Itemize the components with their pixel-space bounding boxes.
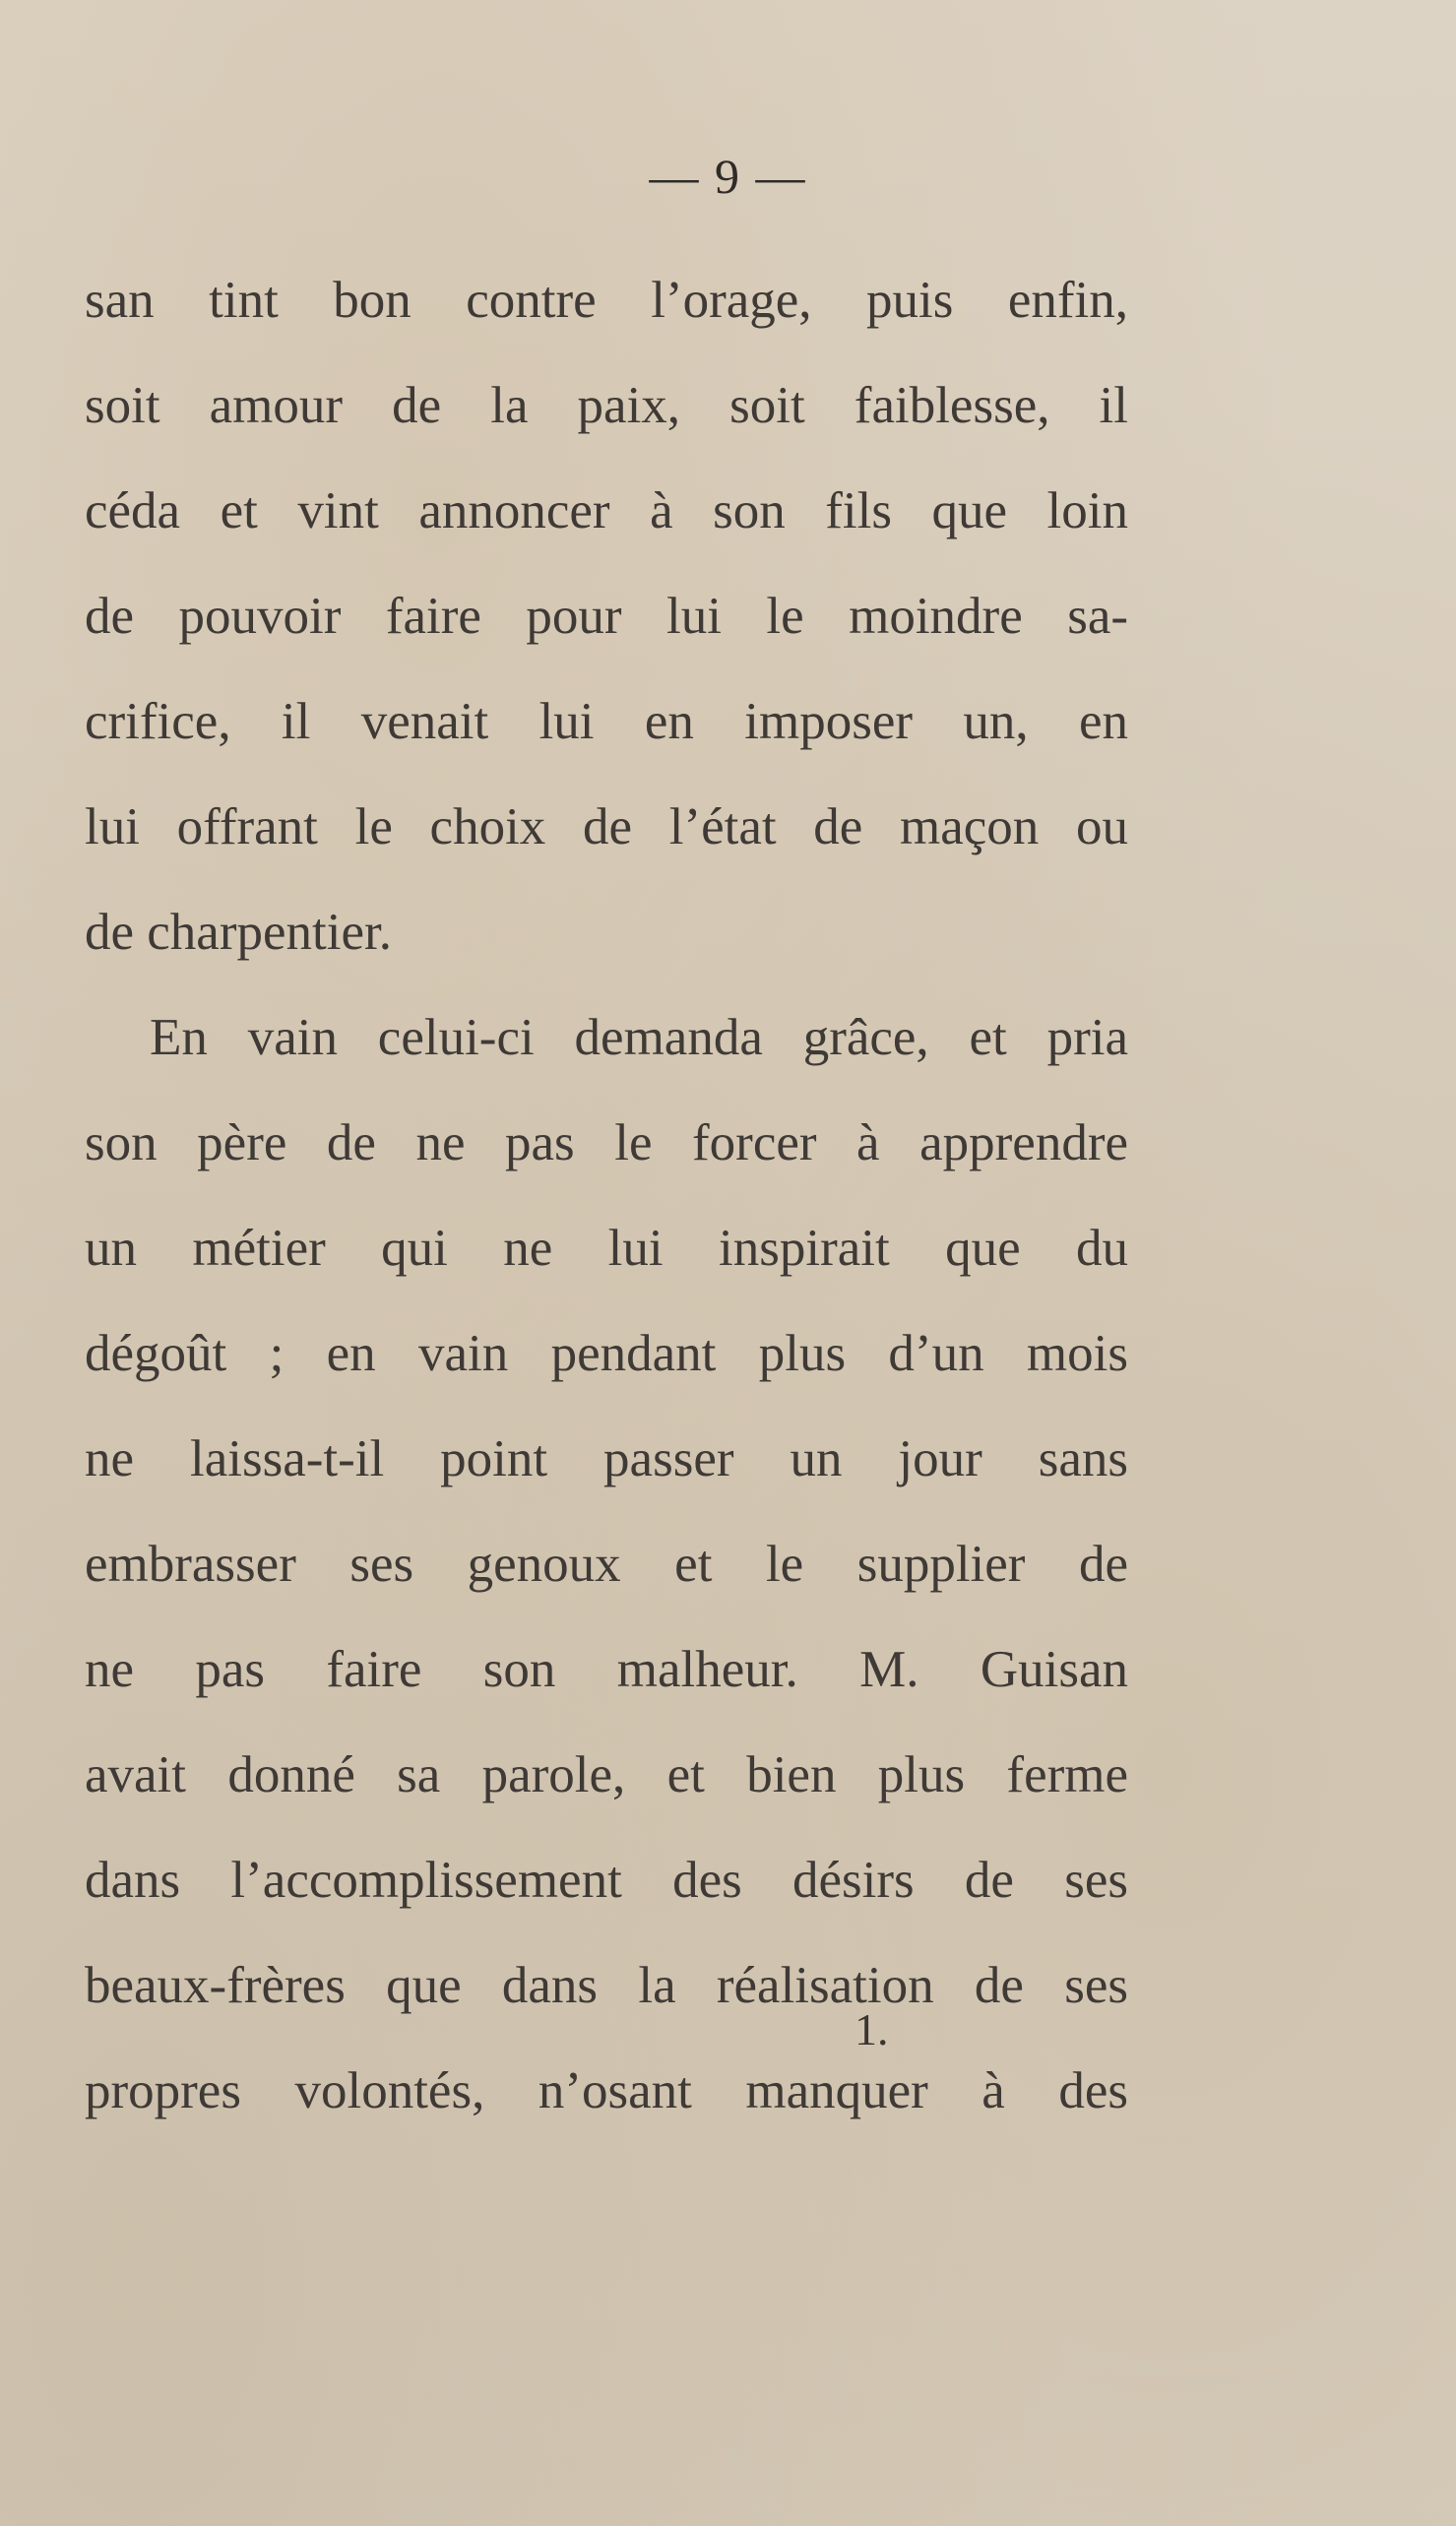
text-line: dégoût ; en vain pendant plus d’un mois [85,1325,1128,1382]
text-line: beaux-frères que dans la réalisation de ses [85,1957,1128,2014]
text-line: avait donné sa parole, et bien plus ferme [85,1746,1128,1803]
text-line: crifice, il venait lui en imposer un, en [85,693,1128,750]
text-line: ne laissa-t-il point passer un jour sans [85,1430,1128,1487]
signature-mark: 1. [855,2004,889,2054]
text-line: propres volontés, n’osant manquer à des [85,2062,1128,2119]
page-number: — 9 — [649,149,807,204]
text-line: san tint bon contre l’orage, puis enfin, [85,272,1128,329]
text-line: de pouvoir faire pour lui le moindre sa- [85,588,1128,645]
text-line: En vain celui-ci demanda grâce, et pria [150,1009,1128,1066]
text-line: dans l’accomplissement des désirs de ses [85,1852,1128,1909]
text-line: céda et vint annoncer à son fils que loin [85,482,1128,539]
text-line: son père de ne pas le forcer à apprendre [85,1114,1128,1171]
body-text [85,248,1128,2144]
text-line: embrasser ses genoux et le supplier de [85,1536,1128,1593]
text-line: de charpentier. [85,904,392,961]
text-line: soit amour de la paix, soit faiblesse, il [85,377,1128,434]
text-line: lui offrant le choix de l’état de maçon ou [85,798,1128,855]
text-line: un métier qui ne lui inspirait que du [85,1220,1128,1277]
text-line: ne pas faire son malheur. M. Guisan [85,1641,1128,1698]
